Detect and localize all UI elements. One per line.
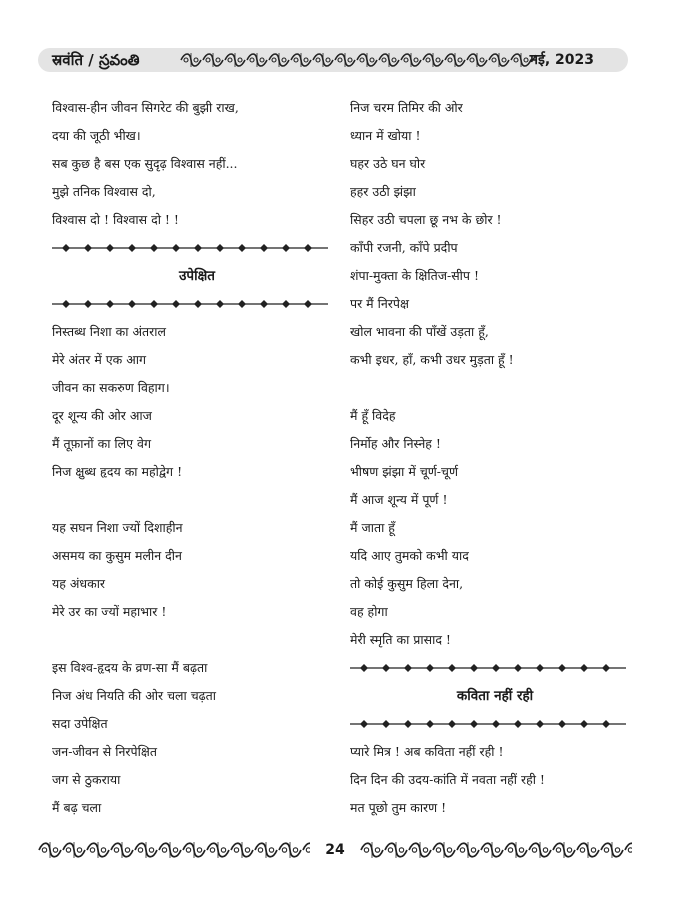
poem-line: मैं आज शून्य में पूर्ण ! [350, 492, 448, 507]
poem-line: मैं तूफ़ानों का लिए वेग [52, 436, 151, 451]
page-footer [38, 838, 632, 862]
poem-line: खोल भावना की पाँखें उड़ता हूँ, [350, 324, 489, 339]
poem-line: सिहर उठी चपला छू नभ के छोर ! [350, 212, 502, 227]
poem-line: सदा उपेक्षित [52, 716, 108, 731]
stanza-gap [52, 486, 342, 514]
issue-date: मई, 2023 [529, 52, 594, 68]
page-number: 24 [325, 842, 345, 858]
poem-line: दिन दिन की उदय-कांति में नवता नहीं रही ! [350, 772, 545, 787]
poem-line: मेरे उर का ज्यों महाभार ! [52, 604, 167, 619]
section-divider [52, 290, 342, 318]
poem-line: विश्वास-हीन जीवन सिगरेट की बुझी राख, [52, 100, 239, 115]
poem-line: शंपा-मुक्ता के क्षितिज-सीप ! [350, 268, 479, 283]
section-divider [350, 654, 640, 682]
poem-line: विश्वास दो ! विश्वास दो ! ! [52, 212, 179, 227]
header-ornament [180, 51, 536, 69]
poem-line: जन-जीवन से निरपेक्षित [52, 744, 157, 759]
poem-line: मुझे तनिक विश्वास दो, [52, 184, 156, 199]
poem-line: यह अंधकार [52, 576, 106, 591]
left-column [52, 94, 342, 822]
poem-line: सब कुछ है बस एक सुदृढ़ विश्वास नहीं... [52, 156, 238, 171]
poem-line: काँपी रजनी, काँपे प्रदीप [350, 240, 458, 255]
magazine-title: स्रवंति / స్రవంతి [52, 51, 140, 69]
stanza-gap [52, 626, 342, 654]
footer-ornament-left [38, 840, 310, 860]
poem-line: निज क्षुब्ध हृदय का महोद्वेग ! [52, 464, 183, 479]
poem-line: वह होगा [350, 604, 388, 619]
poem-line: दूर शून्य की ओर आज [52, 408, 152, 423]
poem-line: भीषण झंझा में चूर्ण-चूर्ण [350, 464, 458, 479]
poem-line: जीवन का सकरुण विहाग। [52, 380, 170, 395]
right-column [350, 94, 640, 822]
poem-line: मैं हूँ विदेह [350, 408, 396, 423]
section-divider [350, 710, 640, 738]
poem-line: कभी इधर, हाँ, कभी उधर मुड़ता हूँ ! [350, 352, 514, 367]
stanza-gap [350, 374, 640, 402]
poem-line: मेरी स्मृति का प्रासाद ! [350, 632, 451, 647]
section-divider [52, 234, 342, 262]
poem-line: यह सघन निशा ज्यों दिशाहीन [52, 520, 183, 535]
poem-title: उपेक्षित [179, 268, 215, 284]
poem-line: मैं जाता हूँ [350, 520, 395, 535]
poem-line: घहर उठे घन घोर [350, 156, 426, 171]
poem-line: निज चरम तिमिर की ओर [350, 100, 463, 115]
poem-title: कविता नहीं रही [456, 688, 534, 704]
poem-line: तो कोई कुसुम हिला देना, [350, 576, 464, 591]
poem-line: मैं बढ़ चला [52, 800, 102, 815]
page-header [38, 48, 628, 72]
footer-ornament-right [360, 840, 632, 860]
poem-line: इस विश्व-हृदय के व्रण-सा मैं बढ़ता [52, 660, 208, 675]
poem-line: दया की जूठी भीख। [52, 128, 141, 143]
poem-line: प्यारे मित्र ! अब कविता नहीं रही ! [350, 744, 504, 759]
poem-line: निस्तब्ध निशा का अंतराल [52, 324, 166, 339]
poem-line: निर्मोह और निस्नेह ! [350, 436, 441, 451]
poem-line: पर मैं निरपेक्ष [350, 296, 409, 311]
poem-line: हहर उठी झंझा [350, 184, 416, 199]
poem-line: जग से ठुकराया [52, 772, 121, 787]
poem-line: मेरे अंतर में एक आग [52, 352, 147, 367]
poem-line: निज अंध नियति की ओर चला चढ़ता [52, 688, 217, 703]
poem-line: यदि आए तुमको कभी याद [350, 548, 469, 563]
poem-line: मत पूछो तुम कारण ! [350, 800, 447, 815]
poem-line: ध्यान में खोया ! [350, 128, 421, 143]
poem-line: असमय का कुसुम मलीन दीन [52, 548, 182, 563]
